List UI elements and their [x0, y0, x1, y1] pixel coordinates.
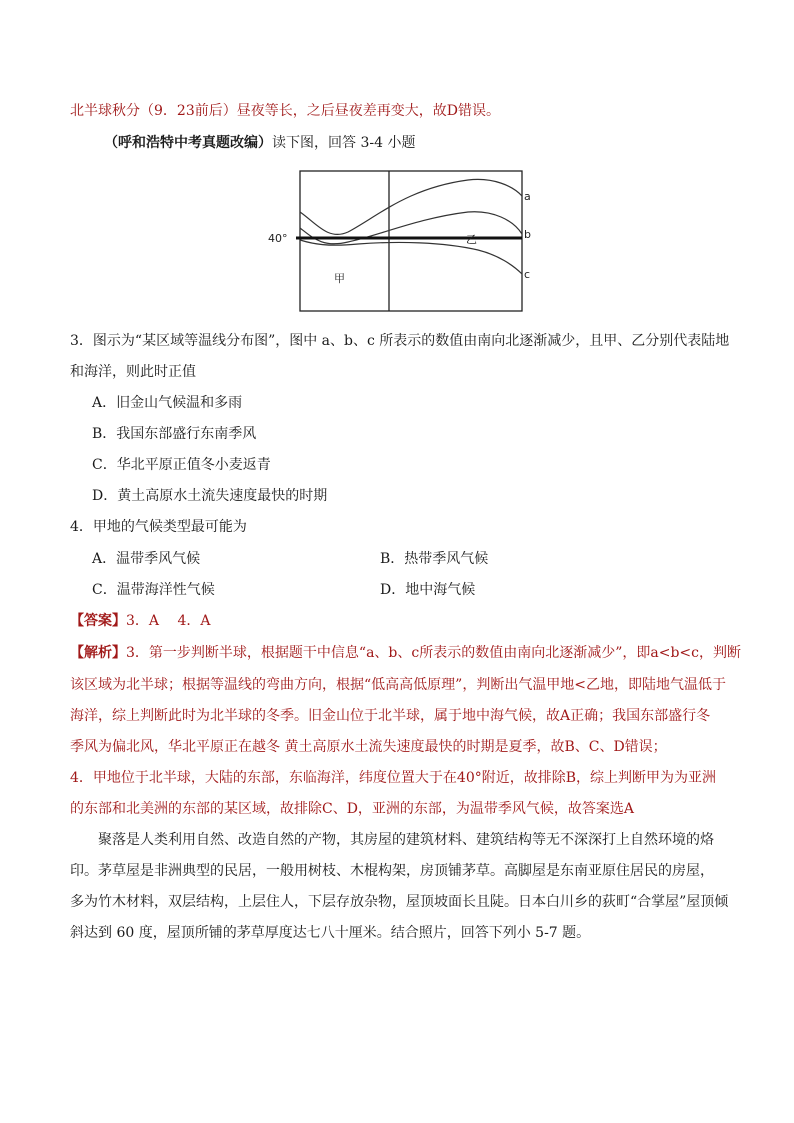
analysis-text-1: 3．第一步判断半球，根据题干中信息“a、b、c所表示的数值由南向北逐渐减少”，即a<b<c，判断	[126, 645, 741, 661]
q3-option-c: C．华北平原正值冬小麦返青	[92, 457, 271, 473]
passage-line4: 斜达到 60 度，屋顶所铺的茅草厚度达七八十厘米。结合照片，回答下列小 5-7 题。	[70, 925, 591, 941]
analysis-line6: 的东部和北美洲的东部的某区域，故排除C、D，亚洲的东部，为温带季风气候，故答案选A	[70, 801, 635, 817]
question-intro	[104, 133, 415, 153]
curve-label-b: b	[524, 228, 531, 241]
answer-label: 【答案】	[70, 613, 126, 629]
q4-option-c: C．温带海洋性气候	[92, 582, 215, 598]
latitude-label: 40°	[268, 232, 288, 245]
analysis-line3: 海洋，综上判断此时为北半球的冬季。旧金山位于北半球，属于地中海气候，故A正确；我国东部盛行冬	[70, 708, 711, 724]
q4-option-d: D．地中海气候	[380, 582, 476, 598]
intro-line: 北半球秋分（9．23前后）昼夜等长，之后昼夜差再变大，故D错误。	[70, 103, 500, 119]
question-source: （呼和浩特中考真题改编）	[104, 135, 272, 151]
passage-line2: 印。茅草屋是非洲典型的民居，一般用树枝、木棍构架，房顶铺茅草。高脚屋是东南亚原住居民的房屋，	[70, 863, 714, 879]
q4-stem: 4．甲地的气候类型最可能为	[70, 519, 247, 535]
isotherm-a	[300, 179, 522, 234]
curve-label-a: a	[524, 190, 531, 203]
analysis-line1	[70, 643, 741, 663]
passage-line3: 多为竹木材料，双层结构，上层住人，下层存放杂物，屋顶坡面长且陡。日本白川乡的荻町“合掌屋”屋顶倾	[70, 894, 729, 910]
q3-stem-line1: 3．图示为“某区域等温线分布图”，图中 a、b、c 所表示的数值由南向北逐渐减少，且甲、乙分别代表陆地	[70, 333, 730, 349]
q4-option-b: B．热带季风气候	[380, 551, 489, 567]
isotherm-figure	[268, 168, 530, 316]
region-label-yi: 乙	[466, 233, 477, 246]
q3-stem-line2: 和海洋，则此时正值	[70, 364, 196, 380]
question-intro-text: 读下图，回答 3-4 小题	[272, 135, 416, 151]
q3-option-a: A．旧金山气候温和多雨	[92, 395, 243, 411]
region-label-jia: 甲	[334, 272, 345, 285]
q3-option-d: D．黄土高原水土流失速度最快的时期	[92, 488, 328, 504]
analysis-line2: 该区域为北半球；根据等温线的弯曲方向，根据“低高高低原理”，判断出气温甲地<乙地，即陆地气温低于	[70, 677, 727, 693]
analysis-line4: 季风为偏北风，华北平原正在越冬 黄土高原水土流失速度最快的时期是夏季，故B、C、D错误；	[70, 739, 667, 755]
figure-frame	[300, 171, 522, 311]
analysis-label: 【解析】	[70, 645, 126, 661]
isotherm-c	[300, 240, 522, 274]
passage-line1: 聚落是人类利用自然、改造自然的产物，其房屋的建筑材料、建筑结构等无不深深打上自然环境的烙	[98, 832, 714, 848]
answer-text: 3．A 4．A	[126, 613, 211, 629]
analysis-line5: 4．甲地位于北半球，大陆的东部，东临海洋，纬度位置大于在40°附近，故排除B，综上判断甲为为亚洲	[70, 770, 717, 786]
q4-option-a: A．温带季风气候	[92, 551, 201, 567]
curve-label-c: c	[524, 268, 531, 281]
q3-option-b: B．我国东部盛行东南季风	[92, 426, 257, 442]
answer-line	[70, 611, 211, 631]
